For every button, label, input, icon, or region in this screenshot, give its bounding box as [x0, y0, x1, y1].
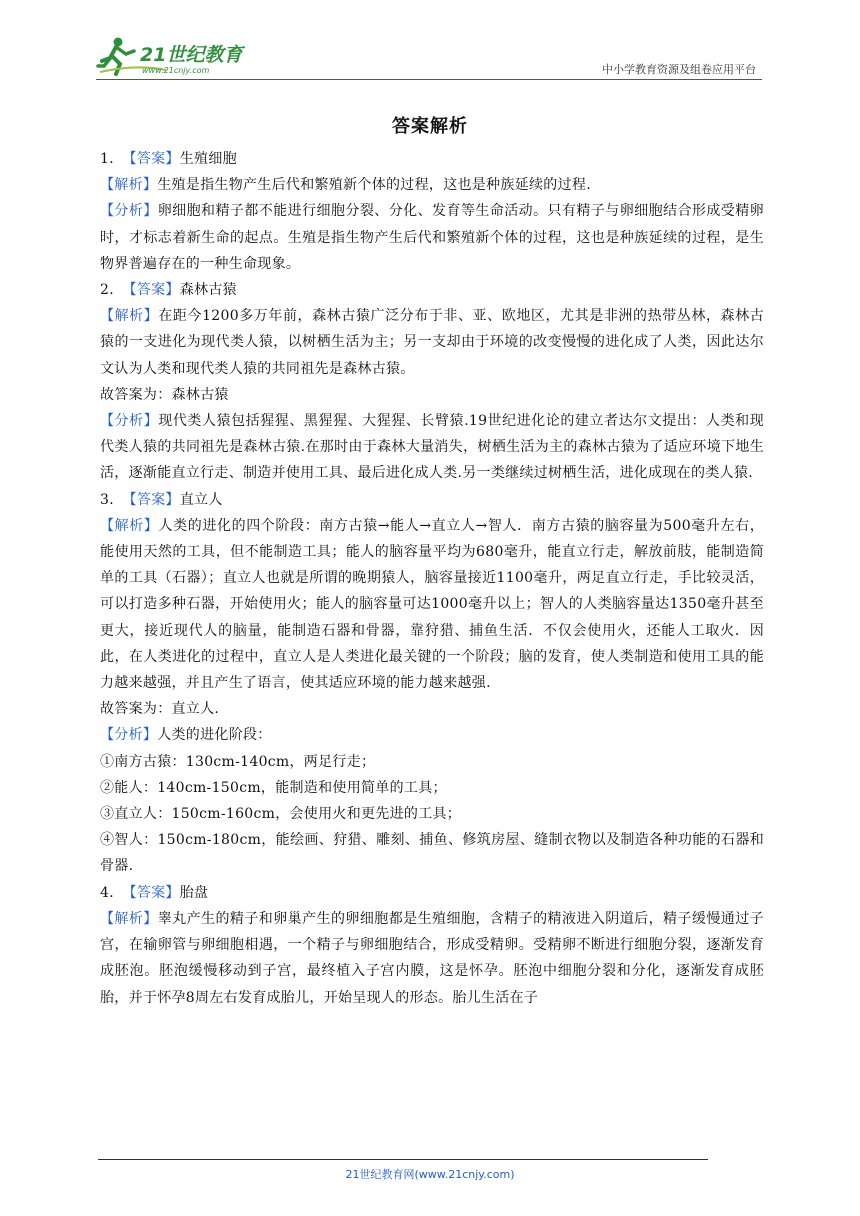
paragraph-text: ①南方古猿：130cm-140cm，两足行走； [100, 753, 376, 770]
logo-text: 21世纪教育 [140, 44, 243, 66]
paragraph-text: 森林古猿 [179, 282, 237, 299]
paragraph-text: 卵细胞和精子都不能进行细胞分裂、分化、发育等生命活动。只有精子与卵细胞结合形成受精卵时，才标志着新生命的起点。生殖是指生物产生后代和繁殖新个体的过程，这也是种族延续的过程，是生物界普遍存在的一种生命现象。 [100, 203, 764, 272]
paragraph-text: ③直立人：150cm-160cm，会使用火和更先进的工具； [100, 806, 462, 823]
explanation-paragraph [100, 722, 764, 748]
explanation-paragraph [100, 303, 764, 382]
explanation-paragraph [100, 775, 764, 801]
answer-content [100, 146, 764, 1011]
section-tag: 【解析】 [100, 517, 159, 534]
explanation-paragraph [100, 198, 764, 277]
paragraph-text: ④智人：150cm-180cm，能绘画、狩猎、雕刻、捕鱼、修筑房屋、缝制衣物以及制造各种功能的石器和骨器. [100, 832, 764, 875]
section-tag: 【解析】 [100, 308, 159, 325]
page-title: 答案解析 [392, 116, 468, 137]
paragraph-text: 直立人 [179, 491, 223, 508]
page-header [96, 34, 762, 80]
explanation-paragraph [100, 801, 764, 827]
section-tag: 【分析】 [100, 413, 159, 430]
paragraph-text: 生殖细胞 [179, 151, 237, 167]
question-answer-line [100, 146, 764, 172]
explanation-paragraph [100, 382, 764, 408]
explanation-paragraph [100, 172, 764, 198]
explanation-paragraph [100, 408, 764, 487]
section-tag: 【解析】 [100, 910, 158, 927]
section-tag: 【答案】 [129, 151, 180, 167]
header-divider [96, 79, 762, 80]
question-number: 2． [100, 282, 124, 299]
question-answer-line [100, 277, 764, 303]
explanation-paragraph [100, 696, 764, 722]
paragraph-text: 在距今1200多万年前，森林古猿广泛分布于非、亚、欧地区，尤其是非洲的热带丛林，森林古猿的一支进化为现代类人猿，以树栖生活为主；另一支却由于环境的改变慢慢的进化成了人类，因此达尔文认为人类和现代类人猿的共同祖先是森林古猿。 [100, 308, 764, 377]
section-tag: 【答案】 [129, 491, 180, 508]
paragraph-text: 睾丸产生的精子和卵巢产生的卵细胞都是生殖细胞，含精子的精液进入阴道后，精子缓慢通过子宫，在输卵管与卵细胞相遇，一个精子与卵细胞结合，形成受精卵。受精卵不断进行细胞分裂，逐渐发育成胚泡。胚泡缓慢移动到子宫，最终植入子宫内膜，这是怀孕。胚泡中细胞分裂和分化，逐渐发育成胚胎，并于怀孕8周左右发育成胎儿，开始呈现人的形态。胎儿生活在子 [100, 910, 764, 1006]
runner-logo-icon [96, 34, 266, 78]
paragraph-text: 胎盘 [179, 884, 209, 901]
explanation-paragraph [100, 749, 764, 775]
question-number: 4． [100, 884, 124, 901]
explanation-paragraph [100, 513, 764, 696]
section-tag: 【分析】 [100, 727, 158, 744]
section-tag: 【分析】 [100, 203, 158, 220]
paragraph-text: 生殖是指生物产生后代和繁殖新个体的过程，这也是种族延续的过程. [157, 177, 591, 194]
explanation-paragraph [100, 827, 764, 879]
section-tag: 【解析】 [100, 177, 158, 194]
paragraph-text: ②能人：140cm-150cm，能制造和使用简单的工具； [100, 779, 447, 796]
paragraph-text: 人类的进化阶段： [157, 727, 272, 744]
question-number: 1． [100, 151, 124, 167]
paragraph-text: 现代类人猿包括猩猩、黑猩猩、大猩猩、长臂猿.19世纪进化论的建立者达尔文提出：人类和现代类人猿的共同祖先是森林古猿.在那时由于森林大量消失，树栖生活为主的森林古猿为了适应环境下地生活，逐渐能直立行走、制造并使用工具、最后进化成人类.另一类继续过树栖生活，进化成现在的类人猿. [100, 413, 764, 482]
logo-url: www.21cnjy.com [142, 66, 210, 75]
paragraph-text: 人类的进化的四个阶段：南方古猿→能人→直立人→智人．南方古猿的脑容量为500毫升左右，能使用天然的工具，但不能制造工具；能人的脑容量平均为680毫升，能直立行走，解放前肢，能制造简单的工具（石器）；直立人也就是所谓的晚期猿人，脑容量接近1100毫升，两足直立行走，手比较灵活，可以打造多种石器，开始使用火；能人的脑容量可达1000毫升以上；智人的人类脑容量达1350毫升甚至更大，接近现代人的脑量，能制造石器和骨器，靠狩猎、捕鱼生活．不仅会使用火，还能人工取火．因此，在人类进化的过程中，直立人是人类进化最关键的一个阶段；脑的发育，使人类制造和使用工具的能力越来越强，并且产生了语言，使其适应环境的能力越来越强. [100, 517, 765, 692]
platform-name: 中小学教育资源及组卷应用平台 [602, 63, 756, 76]
section-tag: 【答案】 [129, 884, 180, 901]
explanation-paragraph [100, 906, 764, 1011]
section-tag: 【答案】 [129, 282, 180, 299]
question-number: 3． [100, 491, 124, 508]
paragraph-text: 故答案为：直立人. [100, 701, 220, 718]
footer-text: 21世纪教育网(www.21cnjy.com) [345, 1168, 515, 1181]
question-answer-line [100, 880, 764, 906]
question-answer-line [100, 487, 764, 513]
footer-divider [98, 1159, 708, 1160]
paragraph-text: 故答案为：森林古猿 [100, 386, 229, 403]
brand-logo [96, 34, 266, 78]
